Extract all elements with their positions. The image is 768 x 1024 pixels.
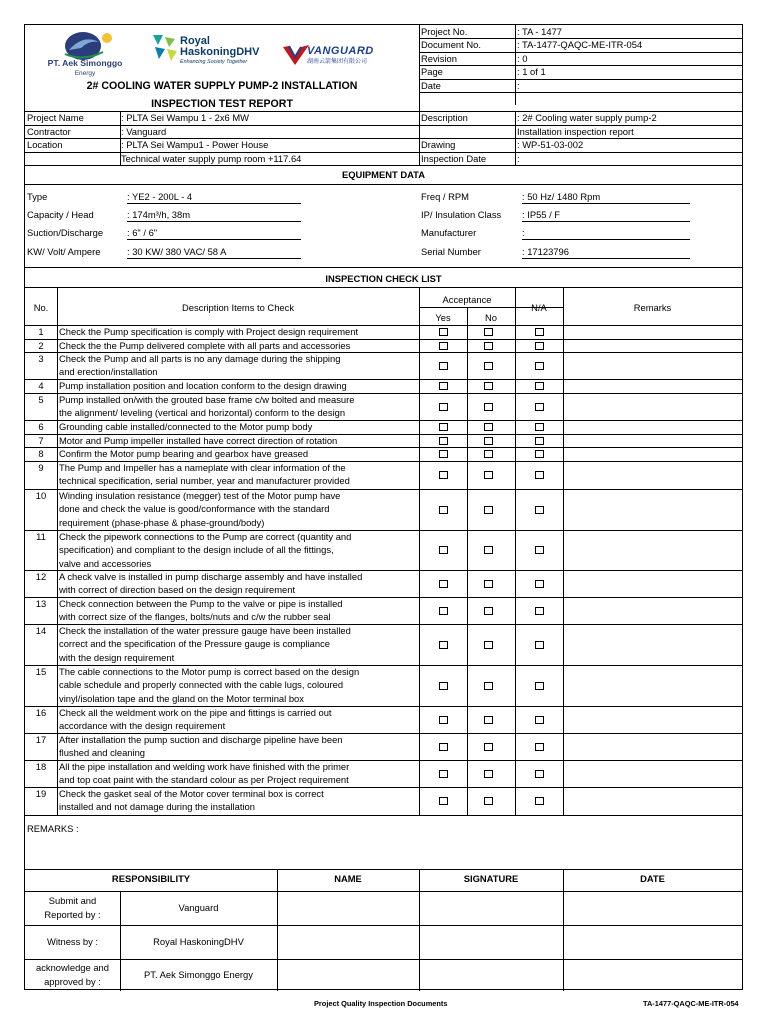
grid-line xyxy=(419,65,742,66)
doc-info-value: : TA - 1477 xyxy=(517,26,562,37)
na-checkbox[interactable] xyxy=(535,641,544,649)
equipment-value-underline xyxy=(522,221,690,222)
grid-line xyxy=(120,891,121,991)
checklist-item-number: 18 xyxy=(35,761,47,772)
remarks-cell[interactable] xyxy=(563,352,742,379)
grid-line xyxy=(25,624,742,625)
no-checkbox[interactable] xyxy=(484,437,493,445)
no-checkbox[interactable] xyxy=(484,342,493,350)
no-checkbox[interactable] xyxy=(484,362,493,370)
date-cell[interactable] xyxy=(563,959,742,991)
yes-checkbox[interactable] xyxy=(439,797,448,805)
na-checkbox[interactable] xyxy=(535,546,544,554)
aek-logo-name: PT. Aek Simonggo xyxy=(47,58,123,68)
grid-line xyxy=(563,869,564,991)
no-checkbox[interactable] xyxy=(484,382,493,390)
equipment-value: : xyxy=(522,227,525,238)
grid-line xyxy=(25,287,742,288)
remarks-area[interactable] xyxy=(25,817,742,869)
no-checkbox[interactable] xyxy=(484,682,493,690)
vanguard-logo-sub: 湖南云箭集团有限公司 xyxy=(307,59,368,65)
checklist-item-text: Check the installation of the water pressure gauge have been installed xyxy=(59,625,351,636)
equipment-value-underline xyxy=(522,239,690,240)
doc-info-label: Date xyxy=(421,80,441,91)
grid-line xyxy=(25,339,742,340)
grid-line xyxy=(25,352,742,353)
responsibility-party: PT. Aek Simonggo Energy xyxy=(144,969,253,980)
responsibility-role: Submit and xyxy=(48,895,97,906)
remarks-cell[interactable] xyxy=(563,489,742,530)
remarks-cell[interactable] xyxy=(563,706,742,733)
project-info-label: Drawing xyxy=(421,139,456,150)
checklist-item-text: Pump installation position and location conform to the design drawing xyxy=(59,380,347,391)
royal-haskoning-logo xyxy=(149,31,261,77)
checklist-item-text: correct and the specification of the Pressure gauge is compliance xyxy=(59,638,330,650)
yes-checkbox[interactable] xyxy=(439,403,448,411)
royal-logo-line1: Royal xyxy=(180,35,210,47)
footer-center: Project Quality Inspection Documents xyxy=(314,999,448,1008)
report-title-line1: 2# COOLING WATER SUPPLY PUMP-2 INSTALLATION xyxy=(86,80,358,92)
grid-line xyxy=(419,287,420,815)
grid-line xyxy=(419,52,742,53)
project-info-label: Inspection Date xyxy=(421,153,487,164)
grid-line xyxy=(25,325,742,326)
col-header-na: N/A xyxy=(531,302,547,313)
grid-line xyxy=(419,869,420,991)
grid-line xyxy=(25,597,742,598)
grid-line xyxy=(467,307,468,815)
project-info-value: Installation inspection report xyxy=(517,126,634,137)
equipment-value: : 174m³/h, 38m xyxy=(127,209,191,220)
no-checkbox[interactable] xyxy=(484,641,493,649)
remarks-cell[interactable] xyxy=(563,339,742,352)
na-checkbox[interactable] xyxy=(535,770,544,778)
checklist-item-number: 2 xyxy=(38,340,44,351)
checklist-item-text: All the pipe installation and welding work have finished with the primer xyxy=(59,761,350,772)
equipment-value: : 17123796 xyxy=(522,246,569,257)
remarks-cell[interactable] xyxy=(563,420,742,434)
remarks-cell[interactable] xyxy=(563,570,742,597)
checklist-item-text: requirement (phase-phase & phase-ground/body) xyxy=(59,516,265,528)
equipment-value-underline xyxy=(127,221,301,222)
yes-checkbox[interactable] xyxy=(439,716,448,724)
grid-line xyxy=(515,25,516,105)
report-title-line2: INSPECTION TEST REPORT xyxy=(151,98,293,110)
project-info-label: Description xyxy=(421,112,468,123)
royal-logo-icon xyxy=(149,33,181,63)
grid-line xyxy=(25,434,742,435)
equipment-value-underline xyxy=(127,258,301,259)
date-cell[interactable] xyxy=(563,925,742,959)
grid-line xyxy=(25,959,742,960)
col-header-no: No. xyxy=(33,302,49,313)
date-cell[interactable] xyxy=(563,891,742,925)
equipment-value-underline xyxy=(522,203,690,204)
grid-line xyxy=(25,706,742,707)
yes-checkbox[interactable] xyxy=(439,450,448,458)
yes-checkbox[interactable] xyxy=(439,682,448,690)
na-checkbox[interactable] xyxy=(535,328,544,336)
equipment-value-underline xyxy=(522,258,690,259)
doc-info-value: : 1 of 1 xyxy=(517,66,546,77)
checklist-item-text: A check valve is installed in pump discharge assembly and have installed xyxy=(59,571,363,582)
equipment-value-underline xyxy=(127,203,301,204)
remarks-label: REMARKS : xyxy=(27,823,79,834)
col-header-yes: Yes xyxy=(435,312,451,323)
equipment-value: : YE2 - 200L - 4 xyxy=(127,191,193,202)
na-checkbox[interactable] xyxy=(535,716,544,724)
grid-line xyxy=(563,287,564,815)
checklist-item-text: Check the Pump specification is comply with Project design requirement xyxy=(59,326,359,337)
remarks-cell[interactable] xyxy=(563,530,742,570)
doc-info-value: : TA-1477-QAQC-ME-ITR-054 xyxy=(517,39,643,50)
grid-line xyxy=(25,665,742,666)
no-checkbox[interactable] xyxy=(484,450,493,458)
checklist-item-number: 11 xyxy=(36,531,46,542)
checklist-item-text: Confirm the Motor pump bearing and gearbox have greased xyxy=(59,448,309,459)
responsibility-header: SIGNATURE xyxy=(463,873,519,884)
grid-line xyxy=(25,165,742,166)
checklist-item-text: Grounding cable installed/connected to the Motor pump body xyxy=(59,421,313,432)
col-header-remarks: Remarks xyxy=(633,302,672,313)
checklist-item-number: 19 xyxy=(35,788,47,799)
grid-line xyxy=(419,92,742,93)
equipment-label: Manufacturer xyxy=(421,227,477,238)
grid-line xyxy=(120,111,121,165)
equipment-label: KW/ Volt/ Ampere xyxy=(27,246,101,257)
responsibility-role: acknowledge and xyxy=(36,962,109,973)
equipment-value: : 30 KW/ 380 VAC/ 58 A xyxy=(127,246,227,257)
yes-checkbox[interactable] xyxy=(439,328,448,336)
checklist-item-text: Check the pipework connections to the Pump are correct (quantity and xyxy=(59,531,352,542)
checklist-item-text: done and check the value is good/conformance with the standard xyxy=(59,503,330,515)
checklist-item-text: Pump installed on/with the grouted base frame c/w bolted and measure xyxy=(59,394,355,405)
grid-line xyxy=(25,393,742,394)
no-checkbox[interactable] xyxy=(484,546,493,554)
na-checkbox[interactable] xyxy=(535,450,544,458)
remarks-cell[interactable] xyxy=(563,787,742,815)
yes-checkbox[interactable] xyxy=(439,743,448,751)
remarks-cell[interactable] xyxy=(563,434,742,447)
checklist-item-text: Motor and Pump impeller installed have correct direction of rotation xyxy=(59,435,338,446)
yes-checkbox[interactable] xyxy=(439,641,448,649)
signature-cell[interactable] xyxy=(419,925,563,959)
grid-line xyxy=(25,138,742,139)
na-checkbox[interactable] xyxy=(535,342,544,350)
checklist-item-text: Winding insulation resistance (megger) test of the Motor pump have xyxy=(59,490,341,501)
doc-info-label: Revision xyxy=(421,53,457,64)
footer-doc-number: TA-1477-QAQC-ME-ITR-054 xyxy=(643,999,739,1008)
checklist-item-text: The cable connections to the Motor pump is correct based on the design xyxy=(59,666,360,677)
responsibility-role: Reported by : xyxy=(44,909,101,920)
equipment-label: Type xyxy=(27,191,48,202)
na-checkbox[interactable] xyxy=(535,471,544,479)
grid-line xyxy=(515,287,516,815)
equipment-value-underline xyxy=(127,239,301,240)
remarks-cell[interactable] xyxy=(563,760,742,787)
grid-line xyxy=(25,787,742,788)
equipment-label: IP/ Insulation Class xyxy=(421,209,502,220)
checklist-item-number: 13 xyxy=(35,598,47,609)
checklist-item-text: Check the the Pump delivered complete with all parts and accessories xyxy=(59,340,351,351)
grid-line xyxy=(25,111,742,112)
project-info-value: Technical water supply pump room +117.64 xyxy=(121,153,302,164)
checklist-item-text: with correct size of the flanges, bolts/nuts and c/w the rubber seal xyxy=(59,611,331,623)
grid-line xyxy=(25,925,742,926)
project-info-label: Location xyxy=(27,139,63,150)
checklist-item-text: Check the Pump and all parts is no any damage during the shipping xyxy=(59,353,341,364)
remarks-cell[interactable] xyxy=(563,379,742,393)
checklist-item-text: installed and not damage during the installation xyxy=(59,801,255,813)
responsibility-role: Witness by : xyxy=(46,936,99,947)
na-checkbox[interactable] xyxy=(535,403,544,411)
inspection-form xyxy=(24,24,743,990)
name-cell[interactable] xyxy=(277,891,419,925)
checklist-item-text: and erection/installation xyxy=(59,366,158,378)
equipment-data-heading: EQUIPMENT DATA xyxy=(342,169,425,180)
equipment-value: : 6" / 6" xyxy=(127,227,158,238)
responsibility-header: NAME xyxy=(334,873,362,884)
grid-line xyxy=(25,489,742,490)
remarks-cell[interactable] xyxy=(563,325,742,339)
equipment-label: Suction/Discharge xyxy=(27,227,104,238)
na-checkbox[interactable] xyxy=(535,682,544,690)
equipment-value: : IP55 / F xyxy=(522,209,561,220)
checklist-item-text: specification) and compliant to the design include of all the fittings, xyxy=(59,544,334,556)
checklist-heading: INSPECTION CHECK LIST xyxy=(325,273,442,284)
signature-cell[interactable] xyxy=(419,959,563,991)
responsibility-header: RESPONSIBILITY xyxy=(111,873,191,884)
project-info-label: Project Name xyxy=(27,112,84,123)
checklist-item-text: and top coat paint with the standard colour as per Project requirement xyxy=(59,774,349,786)
grid-line xyxy=(25,379,742,380)
checklist-item-number: 17 xyxy=(35,734,47,745)
checklist-item-text: with the design requirement xyxy=(59,651,175,663)
grid-line xyxy=(25,125,742,126)
aek-logo-sub: Energy xyxy=(74,70,96,77)
checklist-item-number: 1 xyxy=(38,326,44,337)
checklist-item-text: vinyl/isolation tape and the gland on the Motor terminal box xyxy=(59,692,304,704)
checklist-item-number: 8 xyxy=(38,448,44,459)
grid-line xyxy=(25,815,742,816)
checklist-item-number: 12 xyxy=(35,571,47,582)
responsibility-party: Vanguard xyxy=(178,902,219,913)
checklist-item-text: cable schedule and properly connected with the cable lugs, coloured xyxy=(59,679,344,691)
checklist-item-text: valve and accessories xyxy=(59,557,152,569)
yes-checkbox[interactable] xyxy=(439,580,448,588)
checklist-item-text: flushed and cleaning xyxy=(59,747,146,759)
equipment-label: Freq / RPM xyxy=(421,191,469,202)
doc-info-label: Page xyxy=(421,66,443,77)
remarks-cell[interactable] xyxy=(563,393,742,420)
na-checkbox[interactable] xyxy=(535,506,544,514)
na-checkbox[interactable] xyxy=(535,743,544,751)
project-info-label: Contractor xyxy=(27,126,71,137)
royal-logo-line2: HaskoningDHV xyxy=(180,46,260,58)
yes-checkbox[interactable] xyxy=(439,506,448,514)
checklist-item-text: technical specification, serial number, year and manufacturer provided xyxy=(59,475,350,487)
yes-checkbox[interactable] xyxy=(439,546,448,554)
responsibility-party: Royal HaskoningDHV xyxy=(153,936,244,947)
project-info-value: : 2# Cooling water supply pump-2 xyxy=(517,112,657,123)
no-checkbox[interactable] xyxy=(484,607,493,615)
checklist-item-text: accordance with the design requirement xyxy=(59,720,226,732)
checklist-item-number: 3 xyxy=(38,353,44,364)
no-checkbox[interactable] xyxy=(484,328,493,336)
equipment-label: Capacity / Head xyxy=(27,209,94,220)
remarks-cell[interactable] xyxy=(563,733,742,760)
yes-checkbox[interactable] xyxy=(439,423,448,431)
name-cell[interactable] xyxy=(277,925,419,959)
grid-line xyxy=(25,152,742,153)
na-checkbox[interactable] xyxy=(535,797,544,805)
no-checkbox[interactable] xyxy=(484,471,493,479)
vanguard-logo-name: VANGUARD xyxy=(307,45,374,57)
no-checkbox[interactable] xyxy=(484,423,493,431)
equipment-label: Serial Number xyxy=(421,246,481,257)
project-info-value: : PLTA Sei Wampu1 - Power House xyxy=(121,139,269,150)
doc-info-value: : xyxy=(517,80,520,91)
grid-line xyxy=(25,733,742,734)
grid-line xyxy=(25,447,742,448)
grid-line xyxy=(25,267,742,268)
responsibility-role: approved by : xyxy=(44,976,101,987)
equipment-value: : 50 Hz/ 1480 Rpm xyxy=(522,191,601,202)
no-checkbox[interactable] xyxy=(484,743,493,751)
grid-line xyxy=(57,287,58,815)
aek-simonggo-logo xyxy=(29,28,141,78)
grid-line xyxy=(25,184,742,185)
checklist-item-number: 10 xyxy=(35,490,47,501)
doc-info-label: Project No. xyxy=(421,26,468,37)
grid-line xyxy=(25,530,742,531)
remarks-cell[interactable] xyxy=(563,461,742,489)
yes-checkbox[interactable] xyxy=(439,607,448,615)
name-cell[interactable] xyxy=(277,959,419,991)
grid-line xyxy=(25,461,742,462)
grid-line xyxy=(25,760,742,761)
doc-info-value: : 0 xyxy=(517,53,528,64)
grid-line xyxy=(25,891,742,892)
grid-line xyxy=(25,869,742,870)
yes-checkbox[interactable] xyxy=(439,770,448,778)
no-checkbox[interactable] xyxy=(484,770,493,778)
na-checkbox[interactable] xyxy=(535,437,544,445)
yes-checkbox[interactable] xyxy=(439,471,448,479)
yes-checkbox[interactable] xyxy=(439,362,448,370)
checklist-item-text: with correct of direction based on the design requirement xyxy=(59,584,296,596)
checklist-item-text: The Pump and Impeller has a nameplate with clear information of the xyxy=(59,462,346,473)
grid-line xyxy=(25,420,742,421)
yes-checkbox[interactable] xyxy=(439,437,448,445)
checklist-item-number: 4 xyxy=(38,380,44,391)
grid-line xyxy=(277,869,278,991)
no-checkbox[interactable] xyxy=(484,506,493,514)
grid-line xyxy=(419,79,742,80)
na-checkbox[interactable] xyxy=(535,423,544,431)
col-header-description: Description Items to Check xyxy=(181,302,295,313)
yes-checkbox[interactable] xyxy=(439,342,448,350)
checklist-item-number: 7 xyxy=(38,435,44,446)
project-info-value: : PLTA Sei Wampu 1 - 2x6 MW xyxy=(121,112,249,123)
project-info-value: : Vanguard xyxy=(121,126,167,137)
remarks-cell[interactable] xyxy=(563,447,742,461)
na-checkbox[interactable] xyxy=(535,382,544,390)
na-checkbox[interactable] xyxy=(535,607,544,615)
checklist-item-number: 14 xyxy=(35,625,47,636)
checklist-item-number: 5 xyxy=(38,394,44,405)
checklist-item-number: 9 xyxy=(38,462,44,473)
no-checkbox[interactable] xyxy=(484,580,493,588)
checklist-item-number: 15 xyxy=(35,666,47,677)
col-header-acceptance: Acceptance xyxy=(442,294,492,305)
doc-info-label: Document No. xyxy=(421,39,481,50)
remarks-cell[interactable] xyxy=(563,597,742,624)
no-checkbox[interactable] xyxy=(484,716,493,724)
checklist-item-text: Check all the weldment work on the pipe and fittings is carried out xyxy=(59,707,332,718)
vanguard-logo xyxy=(281,43,415,73)
na-checkbox[interactable] xyxy=(535,362,544,370)
yes-checkbox[interactable] xyxy=(439,382,448,390)
project-info-value: : WP-51-03-002 xyxy=(517,139,584,150)
no-checkbox[interactable] xyxy=(484,797,493,805)
grid-line xyxy=(419,307,563,308)
col-header-no-option: No xyxy=(485,312,497,323)
grid-line xyxy=(419,25,420,165)
checklist-item-text: Check connection between the Pump to the valve or pipe is installed xyxy=(59,598,343,609)
remarks-cell[interactable] xyxy=(563,665,742,706)
grid-line xyxy=(419,38,742,39)
checklist-item-text: After installation the pump suction and discharge pipeline have been xyxy=(59,734,343,745)
checklist-item-text: Check the gasket seal of the Motor cover terminal box is correct xyxy=(59,788,324,799)
checklist-item-number: 6 xyxy=(38,421,44,432)
royal-logo-tagline: Enhancing Society Together xyxy=(180,59,248,65)
checklist-item-number: 16 xyxy=(35,707,47,718)
no-checkbox[interactable] xyxy=(484,403,493,411)
na-checkbox[interactable] xyxy=(535,580,544,588)
remarks-cell[interactable] xyxy=(563,624,742,665)
checklist-item-text: the alignment/ leveling (vertical and horizontal) conform to the design xyxy=(59,407,346,419)
responsibility-header: DATE xyxy=(640,873,665,884)
signature-cell[interactable] xyxy=(419,891,563,925)
project-info-value: : xyxy=(517,153,520,164)
grid-line xyxy=(25,570,742,571)
